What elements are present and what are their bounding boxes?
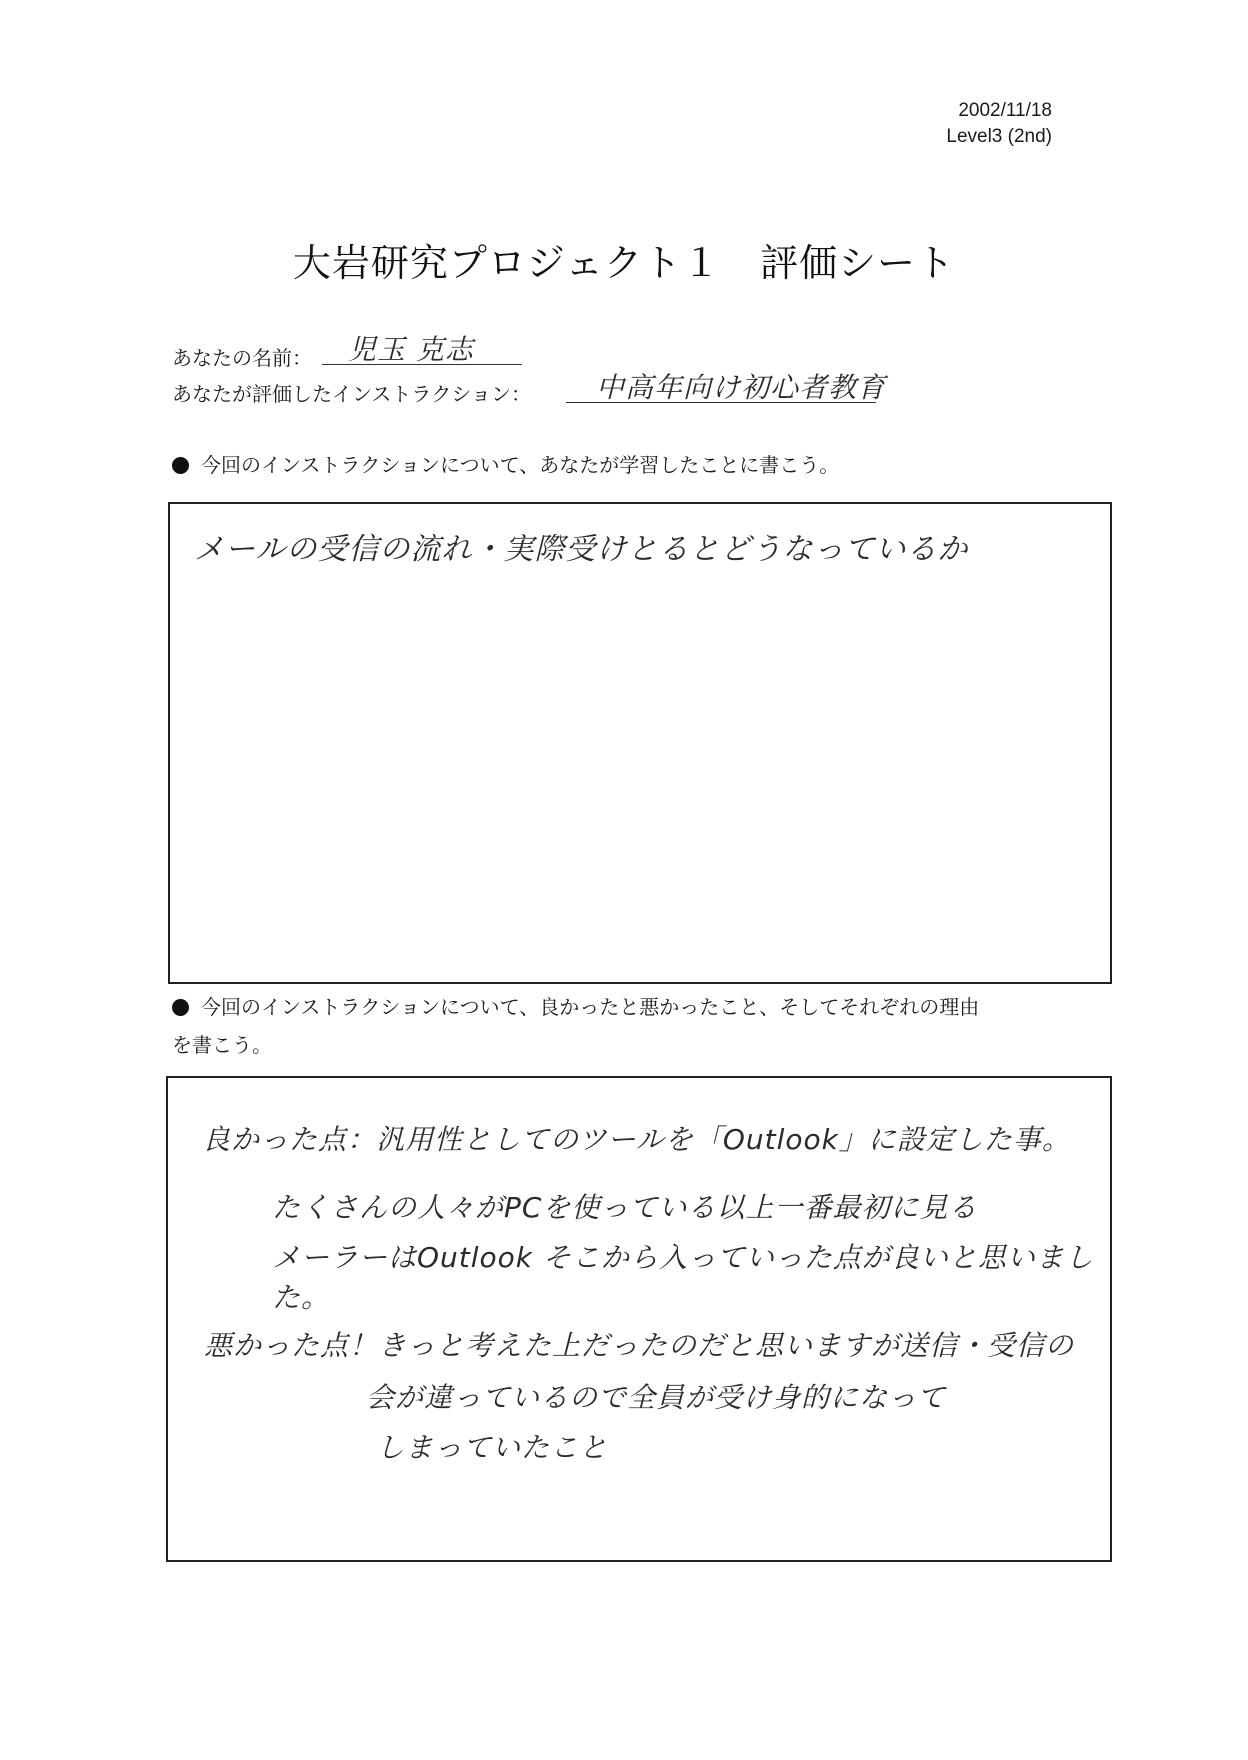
question-2-text-line-2: を書こう。 <box>172 1033 272 1057</box>
name-label: あなたの名前： <box>172 346 312 370</box>
answer-2-line-1: 良かった点：汎用性としてのツールを「Outlook」に設定した事。 <box>202 1123 1071 1156</box>
document-meta <box>946 98 1052 150</box>
bullet-icon <box>172 457 189 474</box>
question-2 <box>172 988 979 1064</box>
instruction-value: 中高年向け初心者教育 <box>596 371 887 404</box>
answer-2-line-6: しまっていたこと <box>376 1431 609 1464</box>
answer-2-line-3: メーラーはOutlook そこから入っていった点が良いと思いました。 <box>272 1241 1094 1314</box>
question-2-text-line-1: 今回のインストラクションについて、良かったと悪かったこと、そしてそれぞれの理由 <box>201 995 980 1019</box>
page-title: 大岩研究プロジェクト１ 評価シート <box>292 241 956 285</box>
answer-box-2 <box>166 1076 1112 1562</box>
instruction-label: あなたが評価したインストラクション： <box>172 382 531 406</box>
document-level: Level3 (2nd) <box>946 126 1052 147</box>
question-1 <box>172 446 839 484</box>
name-value: 児玉 克志 <box>348 333 474 366</box>
answer-box-1 <box>168 502 1112 984</box>
name-underline <box>322 364 522 365</box>
bullet-icon <box>172 999 189 1016</box>
answer-2-line-2: たくさんの人々がPCを使っている以上一番最初に見る <box>272 1191 978 1224</box>
answer-2-line-5: 会が違っているので全員が受け身的になって <box>366 1381 947 1414</box>
document-date: 2002/11/18 <box>958 100 1052 121</box>
answer-2-line-4: 悪かった点！きっと考えた上だったのだと思いますが送信・受信の <box>204 1329 1075 1362</box>
instruction-underline <box>566 402 876 403</box>
answer-1-text: メールの受信の流れ・実際受けとるとどうなっているか <box>194 532 969 567</box>
question-1-text: 今回のインストラクションについて、あなたが学習したことに書こう。 <box>201 453 840 477</box>
